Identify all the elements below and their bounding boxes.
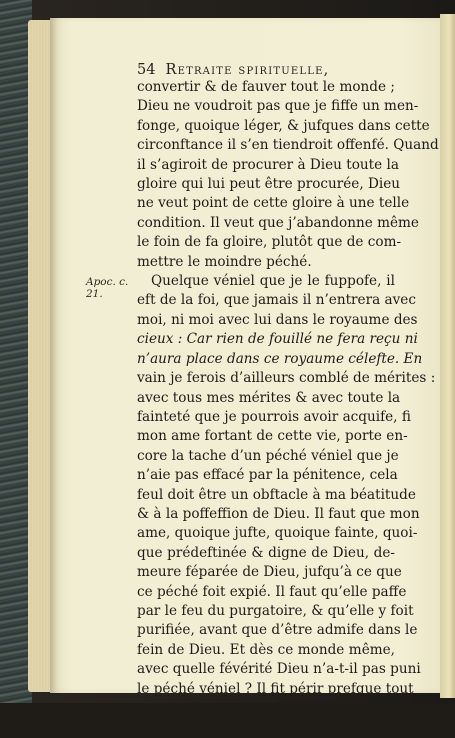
text-line: le péché véniel ? Il fit périr prefque tout xyxy=(137,680,414,697)
text-line: le foin de fa gloire, plutôt que de com- xyxy=(137,234,402,251)
body-text xyxy=(137,78,439,738)
text-line: avec tous mes mérites & avec toute la xyxy=(137,389,401,406)
text-line: fein de Dieu. Et dès ce monde même, xyxy=(137,641,395,658)
text-line: purifiée, avant que d’être admife dans le xyxy=(137,622,418,639)
text-line: moi, ni moi avec lui dans le royaume des xyxy=(137,311,418,328)
text-line: n’aie pas effacé par la pénitence, cela xyxy=(137,467,398,484)
text-line: feul doit être un obftacle à ma béatitude xyxy=(137,486,416,503)
text-line: ne veut point de cette gloire à une telle xyxy=(137,195,410,212)
text-line: convertir & de fauver tout le monde ; xyxy=(137,79,395,95)
text-line-italic: cieux : Car rien de fouillé ne fera reçu ni xyxy=(137,331,418,348)
text-line: & à la poffeffion de Dieu. Il faut que mon xyxy=(137,505,420,522)
text-line: fonge, quoique léger, & jufques dans cette xyxy=(137,117,430,134)
facing-page-edge xyxy=(440,14,455,698)
text-line: par le feu du purgatoire, & qu’elle y foit xyxy=(137,602,414,619)
text-line: ce péché foit expié. Il faut qu’elle paffe xyxy=(137,583,407,600)
text-line: fainteté que je pourrois avoir acquife, fi xyxy=(137,408,411,425)
text-line: vain je ferois d’ailleurs comblé de mérites : xyxy=(137,370,436,387)
text-line: il s’agiroit de procurer à Dieu toute la xyxy=(137,156,399,173)
running-title: Retraite spirituelle, xyxy=(165,62,330,78)
text-line: ame, quoique jufte, quoique fainte, quoi- xyxy=(137,525,418,542)
marginal-reference: Apoc. c. 21. xyxy=(86,276,129,300)
text-line: condition. Il veut que j’abandonne même xyxy=(137,214,419,231)
text-line: eft de la foi, que jamais il n’entrera avec xyxy=(137,292,416,309)
text-line: mon ame fortant de cette vie, porte en- xyxy=(137,428,408,445)
text-line: Dieu ne voudroit pas que je fiffe un men- xyxy=(137,98,419,115)
text-line-italic: n’aura place dans ce royaume célefte. En xyxy=(137,350,423,367)
text-line: un peuple pour une fimple vanité de Da- xyxy=(137,700,415,716)
text-line: avec quelle févérité Dieu n’a-t-il pas puni xyxy=(137,661,421,678)
text-line: circonftance il s’en tiendroit offenfé. Quand xyxy=(137,137,439,154)
text-line: Quelque véniel que je le fuppofe, il xyxy=(151,273,395,290)
text-line: core la tache d’un péché véniel que je xyxy=(137,447,399,464)
page-number: 54 xyxy=(137,62,156,78)
text-line: meure féparée de Dieu, jufqu’à ce que xyxy=(137,564,402,581)
text-line: gloire qui lui peut être procurée, Dieu xyxy=(137,176,401,193)
text-line: vid : il fit tomber mort au pied de l’arche xyxy=(137,719,419,736)
text-line: que prédeftinée & digne de Dieu, de- xyxy=(137,544,395,561)
text-line: mettre le moindre péché. xyxy=(137,253,312,270)
